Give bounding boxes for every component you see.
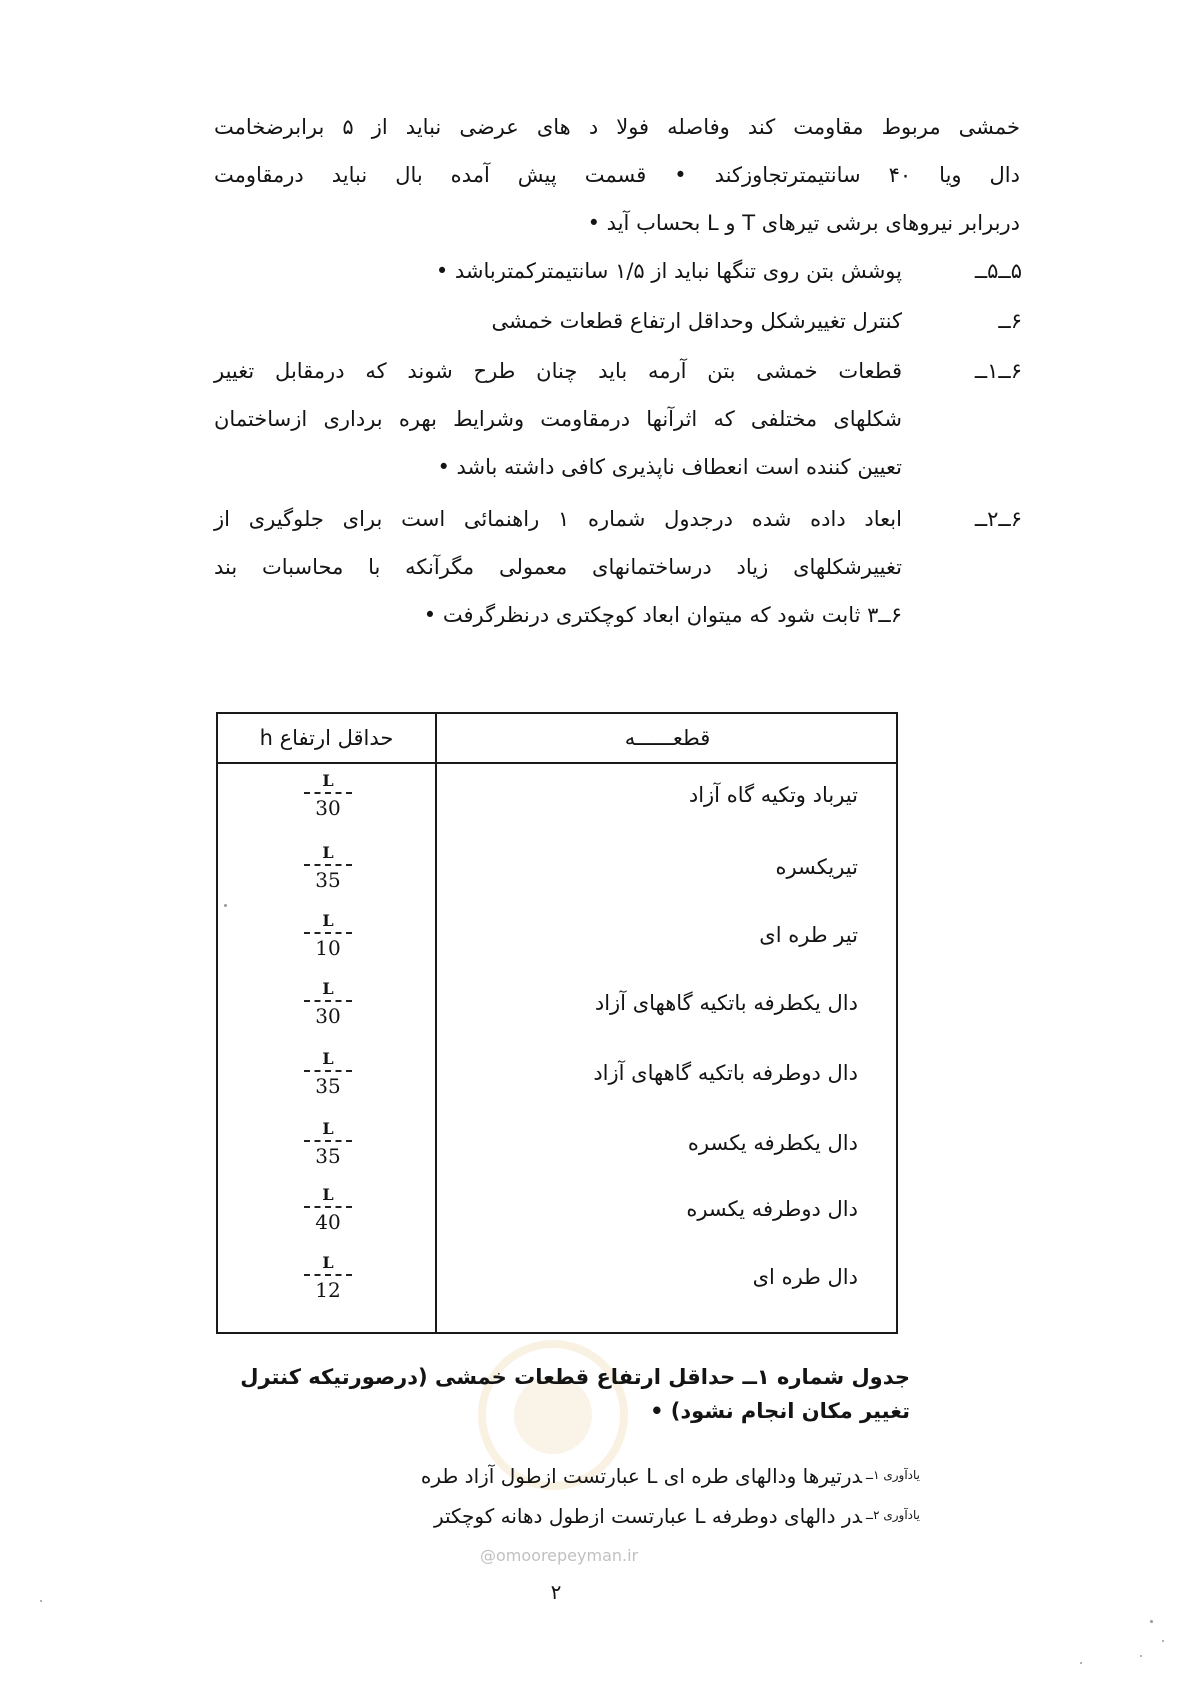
table-divider: [218, 762, 896, 764]
column-header-min-height: حداقل ارتفاع h: [259, 726, 394, 750]
note-text: درتیرها ودالهای طره ای L عبارتست ازطول آزاد طره: [420, 1464, 863, 1488]
paragraph-line: خمشی مربوط مقاومت کند وفاصله فولا د های عرضی نباید از ۵ برابرضخامت: [214, 115, 1020, 139]
table-caption: جدول شماره ۱ــ حداقل ارتفاع قطعات خمشی (درصورتیکه کنترل تغییر مکان انجام نشود) •: [240, 1365, 910, 1423]
part-name: دال یکطرفه باتکیه گاههای آزاد: [594, 991, 858, 1015]
table-row: [218, 770, 896, 842]
paragraph-line: پوشش بتن روی تنگها نباید از ۱/۵ سانتیمترکمترباشد •: [435, 259, 902, 283]
note-2: [320, 1500, 920, 1531]
table-row: [218, 1184, 896, 1256]
part-name: دال دوطرفه یکسره: [686, 1197, 858, 1221]
part-name: دال دوطرفه باتکیه گاههای آزاد: [593, 1061, 858, 1085]
part-name: تیر طره ای: [759, 923, 858, 947]
scan-speck: [1162, 1640, 1164, 1642]
section-number: ۶ــ۱ــ: [974, 359, 1022, 383]
height-fraction: L 30: [292, 772, 364, 820]
note-tag: یادآوری ۱ــ: [866, 1468, 920, 1482]
section-number: ۵ــ۵ــ: [974, 259, 1022, 283]
note-tag: یادآوری ۲ــ: [866, 1508, 920, 1522]
scan-speck: [40, 1600, 42, 1602]
height-fraction: L 12: [292, 1254, 364, 1302]
section-heading: کنترل تغییرشکل وحداقل ارتفاع قطعات خمشی: [491, 309, 902, 333]
part-name: تیرباد وتکیه گاه آزاد: [688, 783, 858, 807]
watermark-text: @omoorepeyman.ir: [480, 1546, 639, 1565]
paragraph-line: دربرابر نیروهای برشی تیرهای T و L بحساب آید •: [587, 211, 1020, 235]
table-row: [218, 842, 896, 914]
scan-speck: [224, 904, 227, 907]
scan-speck: [1150, 1620, 1153, 1623]
paragraph-line: ۶ــ۳ ثابت شود که میتوان ابعاد کوچکتری درنظرگرفت •: [423, 603, 902, 627]
table-row: [218, 1252, 896, 1324]
paragraph-line: ابعاد داده شده درجدول شماره ۱ راهنمائی است برای جلوگیری از: [214, 507, 902, 531]
height-fraction: L 35: [292, 1050, 364, 1098]
column-header-part: قطعــــــه: [624, 726, 711, 750]
part-name: دال یکطرفه یکسره: [687, 1131, 858, 1155]
scan-speck: [1140, 1655, 1142, 1657]
scan-speck: [1080, 1662, 1082, 1664]
note-1: [320, 1460, 920, 1491]
note-text: در دالهای دوطرفه L عبارتست ازطول دهانه کوچکتر: [433, 1504, 863, 1528]
paragraph-line: شکلهای مختلفی که اثرآنها درمقاومت وشرایط بهره برداری ازساختمان: [214, 407, 902, 431]
paragraph-line: تغییرشکلهای زیاد درساختمانهای معمولی مگرآنکه با محاسبات بند: [214, 555, 902, 579]
table-row: [218, 978, 896, 1050]
page-number: ۲: [550, 1580, 562, 1604]
part-name: دال طره ای: [752, 1265, 858, 1289]
height-fraction: L 30: [292, 980, 364, 1028]
height-fraction: L 35: [292, 1120, 364, 1168]
paragraph-line: دال ویا ۴۰ سانتیمترتجاوزکند • قسمت پیش آمده بال نباید درمقاومت: [214, 163, 1020, 187]
section-number: ۶ــ۲ــ: [974, 507, 1022, 531]
height-fraction: L 10: [292, 912, 364, 960]
height-fraction: L 40: [292, 1186, 364, 1234]
part-name: تیریکسره: [775, 855, 858, 879]
table-row: [218, 1048, 896, 1120]
paragraph-line: قطعات خمشی بتن آرمه باید چنان طرح شوند که درمقابل تغییر: [214, 359, 902, 383]
height-fraction: L 35: [292, 844, 364, 892]
min-height-table: [216, 712, 898, 1334]
section-number: ۶ــ: [998, 309, 1022, 333]
table-row: [218, 1118, 896, 1190]
table-row: [218, 910, 896, 982]
paragraph-line: تعیین کننده است انعطاف ناپذیری کافی داشته باشد •: [437, 455, 902, 479]
